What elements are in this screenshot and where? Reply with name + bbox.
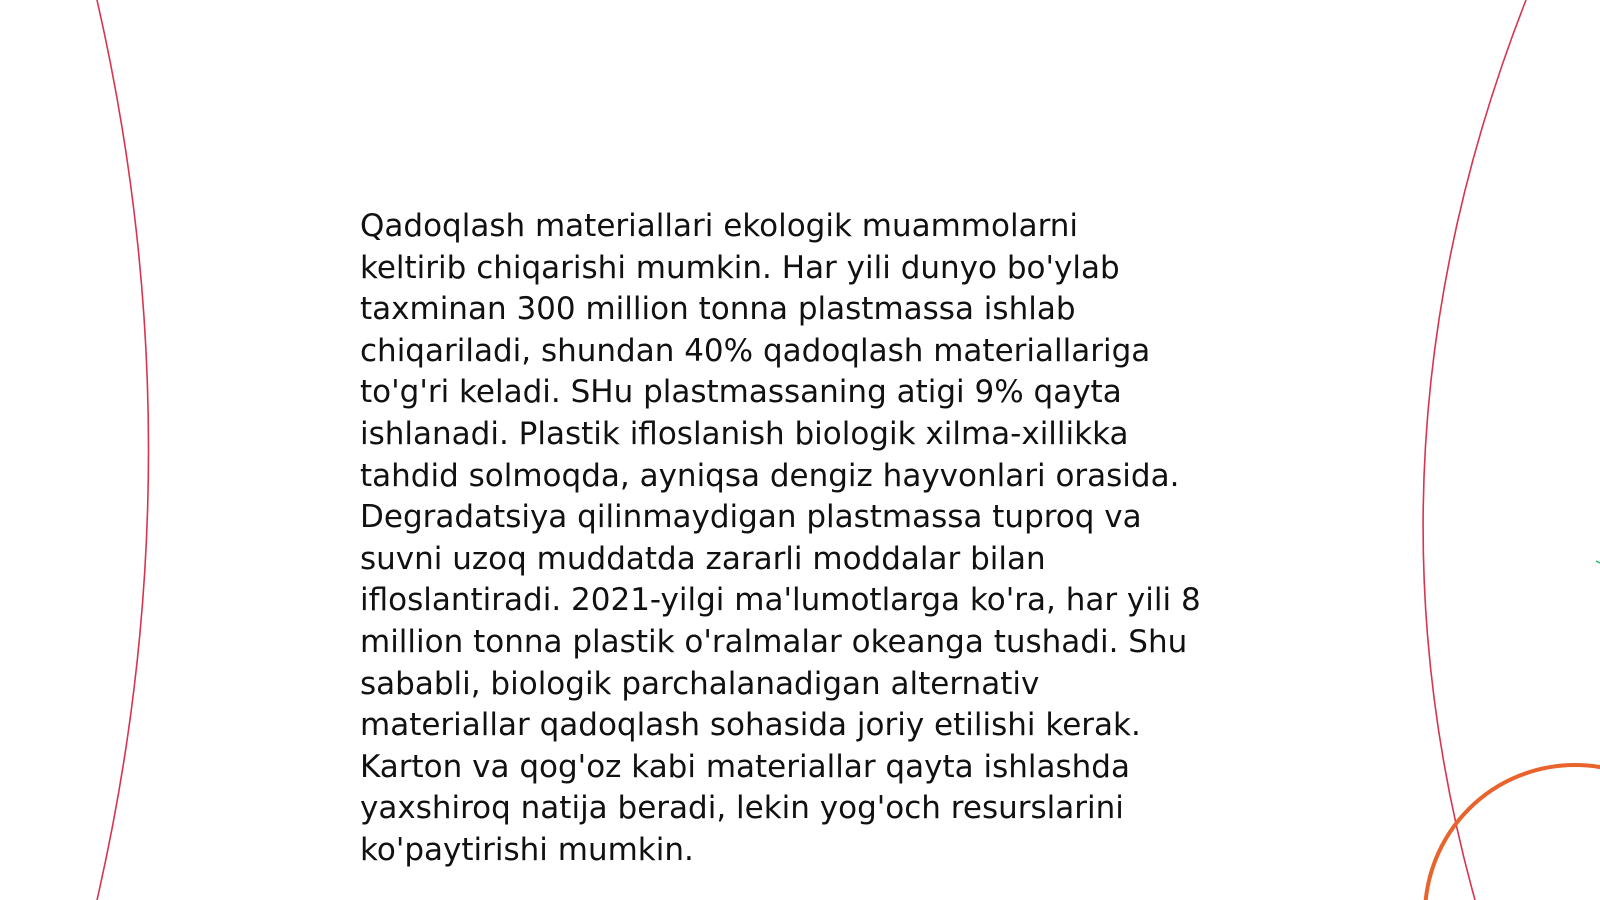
orange-arc [1425, 765, 1600, 900]
right-curve [1423, 0, 1526, 900]
body-text: Qadoqlash materiallari ekologik muammolarni keltirib chiqarishi mumkin. Har yili dunyo bo'ylab taxminan 300 million tonna plastmassa ishlab chiqariladi, shundan 40% qadoqlash materiallariga to'g'ri keladi. SHu plastmassaning atigi 9% qayta ishlanadi. Plastik ifloslanish biologik xilma-xillikka tahdid solmoqda, ayniqsa dengiz hayvonlari orasida. Degradatsiya qilinmaydigan plastmassa tuproq va suvni uzoq muddatda zararli moddalar bilan ifloslantiradi. 2021-yilgi ma'lumotlarga ko'ra, har yili 8 million tonna plastik o'ralmalar okeanga tushadi. Shu sababli, biologik parchalanadigan alternativ materiallar qadoqlash sohasida joriy etilishi kerak. Karton va qog'oz kabi materiallar qayta ishlashda yaxshiroq natija beradi, lekin yog'och resurslarini ko'paytirishi mumkin. [360, 208, 1201, 868]
left-curve [97, 0, 149, 900]
green-mark [1596, 561, 1600, 563]
